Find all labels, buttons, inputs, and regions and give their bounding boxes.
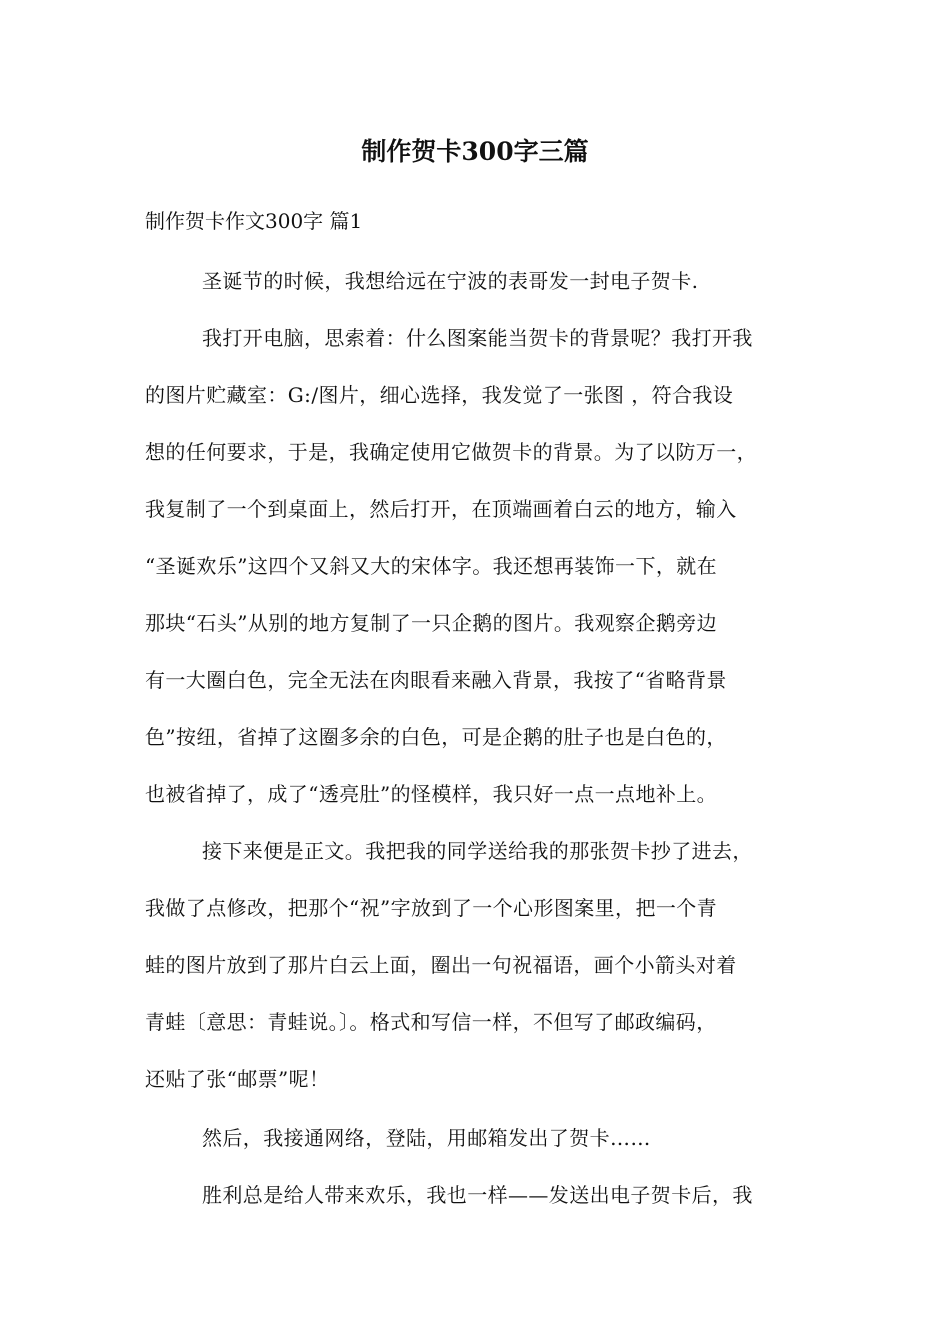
document-title: 制作贺卡300字三篇 (361, 137, 589, 166)
paragraph-line: 那块“石头”从别的地方复制了一只企鹅的图片。我观察企鹅旁边 (145, 611, 718, 635)
section-heading: 制作贺卡作文300字 篇1 (145, 209, 363, 233)
paragraph-line: 的图片贮藏室：G:/图片，细心选择，我发觉了一张图 ，符合我设 (145, 383, 734, 407)
paragraph-line: 也被省掉了，成了“透亮肚”的怪模样，我只好一点一点地补上。 (145, 782, 718, 806)
paragraph-line: 色”按纽，省掉了这圈多余的白色，可是企鹅的肚子也是白色的， (145, 725, 727, 749)
paragraph-line: 我复制了一个到桌面上，然后打开，在顶端画着白云的地方，输入 (145, 497, 737, 521)
paragraph-line: 青蛙〔意思：青蛙说。〕。格式和写信一样，不但写了邮政编码， (145, 1010, 717, 1034)
paragraph-line: 有一大圈白色，完全无法在肉眼看来融入背景，我按了“省略背景 (145, 668, 727, 692)
paragraph-line: 然后，我接通网络，登陆，用邮箱发出了贺卡…… (202, 1126, 651, 1150)
paragraph-line: 想的任何要求，于是，我确定使用它做贺卡的背景。为了以防万一， (145, 440, 757, 464)
paragraph-line: 蛙的图片放到了那片白云上面，圈出一句祝福语，画个小箭头对着 (145, 953, 737, 977)
paragraph-line: 我做了点修改，把那个“祝”字放到了一个心形图案里，把一个青 (145, 896, 718, 920)
paragraph-line: 圣诞节的时候，我想给远在宁波的表哥发一封电子贺卡. (202, 269, 699, 293)
paragraph-line: 还贴了张“邮票”呢！ (145, 1067, 330, 1091)
paragraph-line: 接下来便是正文。我把我的同学送给我的那张贺卡抄了进去， (202, 839, 753, 863)
paragraph-line: 我打开电脑，思索着：什么图案能当贺卡的背景呢？我打开我 (202, 326, 753, 350)
paragraph-line: 胜利总是给人带来欢乐，我也一样——发送出电子贺卡后，我 (202, 1183, 753, 1207)
paragraph-line: “圣诞欢乐”这四个又斜又大的宋体字。我还想再装饰一下，就在 (145, 554, 718, 578)
